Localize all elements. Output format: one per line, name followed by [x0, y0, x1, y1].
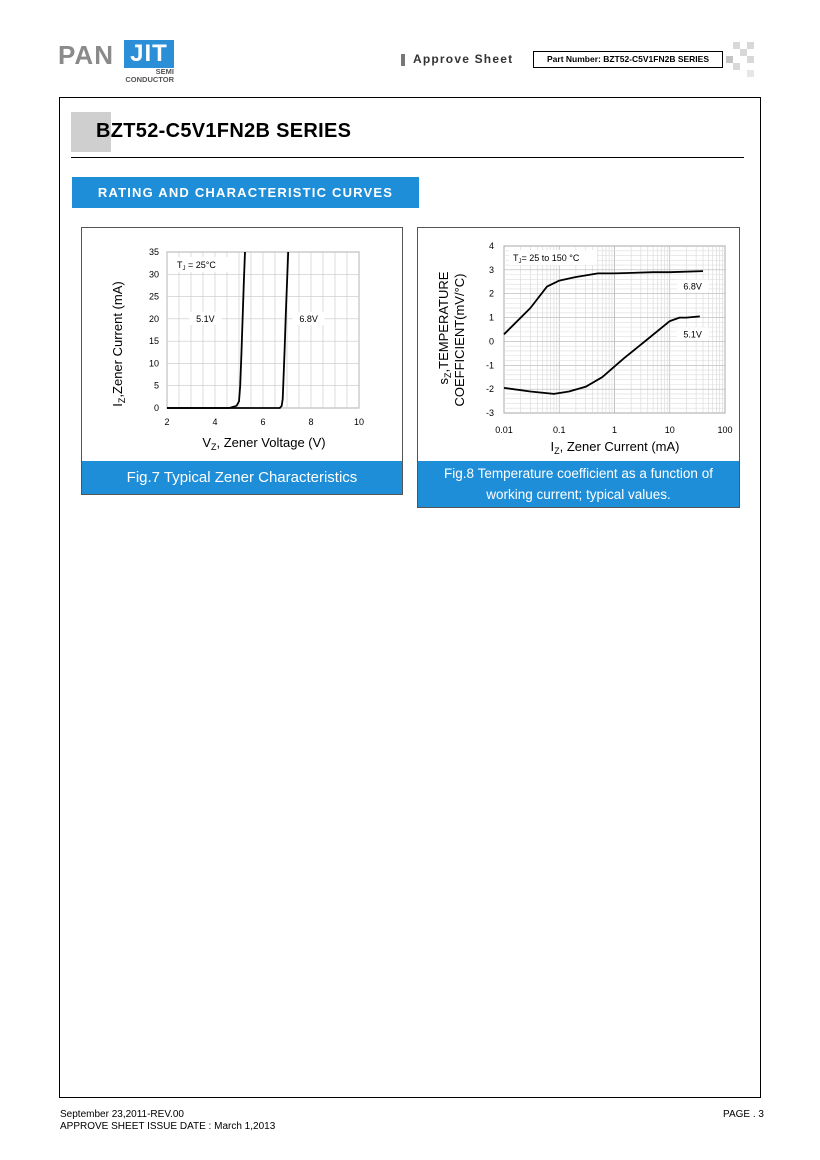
fig7-x-tick-label: 6	[260, 417, 266, 427]
fig8-caption-line2: working current; typical values.	[486, 487, 671, 502]
fig8-chart	[418, 228, 739, 460]
fig7-x-tick-label: 10	[353, 417, 365, 427]
logo-semi-line1: SEMI	[155, 67, 174, 76]
fig8-x-axis-label: $I_Z$, Zener Current (mA)	[550, 439, 680, 456]
fig7-series-label: 5.1V	[196, 313, 215, 324]
logo-jit-text: JIT	[124, 40, 174, 68]
svg-text:TJ= 25 to 150 °C: $T_J= 25$ to 150 °C	[513, 253, 580, 265]
fig7-x-tick-label: 8	[308, 417, 314, 427]
title-divider	[71, 157, 744, 158]
footer-page-number: PAGE . 3	[723, 1109, 764, 1120]
fig7-y-tick-label: 0	[153, 403, 159, 413]
fig8-x-tick-label: 10	[664, 425, 675, 435]
fig7-panel	[81, 227, 403, 495]
fig7-x-tick-label: 2	[164, 417, 170, 427]
fig8-series-line-51v	[504, 316, 700, 394]
fig8-y-tick-label: 3	[488, 264, 494, 275]
fig8-x-tick-label: 1	[611, 425, 618, 435]
fig7-y-tick-label: 15	[148, 336, 159, 347]
fig8-caption-line1: Fig.8 Temperature coefficient as a function of	[444, 466, 713, 481]
part-number-box: Part Number: BZT52-C5V1FN2B SERIES	[533, 51, 723, 68]
fig8-caption	[418, 461, 739, 507]
fig7-annotation	[173, 257, 233, 272]
fig8-y-tick-label: -3	[485, 408, 494, 418]
fig8-x-tick-label: 100	[717, 425, 733, 435]
fig8-annotation	[509, 250, 597, 265]
approve-bar-icon	[401, 54, 405, 66]
fig8-series-line-68v	[504, 271, 703, 334]
fig7-x-tick-label: 4	[212, 417, 218, 427]
logo-pan-text: PAN	[58, 40, 114, 70]
fig7-y-tick-label: 5	[153, 380, 159, 391]
svg-text:TJ = 25°C: $T_J = 25^\circ C$	[177, 260, 216, 272]
fig7-y-axis-label: $I_Z,Zener$ Current (mA)	[110, 281, 127, 407]
fig8-series-label: 5.1V	[683, 329, 702, 340]
footer-issue-date: APPROVE SHEET ISSUE DATE : March 1,2013	[60, 1121, 276, 1132]
footer-left	[60, 1109, 275, 1133]
fig8-series-label: 6.8V	[683, 281, 702, 292]
section-banner: RATING AND CHARACTERISTIC CURVES	[72, 177, 419, 208]
approve-sheet-label: Approve Sheet	[413, 52, 514, 66]
fig7-y-tick-label: 20	[148, 313, 159, 324]
fig8-y-tick-label: -2	[485, 384, 494, 395]
fig8-y-axis-label-line2: COEFFICIENT(mV/°C)	[452, 273, 467, 407]
fig8-y-axis-label-line1: $s_Z,TEMPERATURE$	[436, 271, 453, 385]
footer-date-rev: September 23,2011-REV.00	[60, 1109, 184, 1120]
fig8-y-tick-label: 2	[488, 288, 494, 299]
fig8-panel	[417, 227, 740, 508]
fig8-y-tick-label: -1	[485, 360, 494, 371]
page-title: BZT52-C5V1FN2B SERIES	[96, 120, 352, 142]
fig7-series-label: 6.8V	[299, 313, 318, 324]
fig8-x-tick-label: 0.1	[552, 425, 566, 435]
fig7-series-line-68v	[167, 252, 288, 408]
fig8-y-tick-label: 1	[488, 312, 494, 323]
fig7-y-tick-label: 10	[148, 358, 159, 369]
fig8-x-tick-label: 0.01	[495, 425, 513, 435]
fig8-y-tick-label: 0	[488, 336, 494, 347]
fig7-x-axis-label: $V_Z$, Zener Voltage (V)	[202, 435, 326, 452]
fig7-y-tick-label: 30	[148, 269, 159, 280]
fig7-y-tick-label: 25	[148, 291, 159, 302]
logo-semi-line2: CONDUCTOR	[125, 75, 174, 84]
fig7-y-tick-label: 35	[148, 247, 159, 257]
fig8-y-tick-label: 4	[488, 241, 494, 251]
fig7-chart	[82, 228, 402, 460]
fig7-caption: Fig.7 Typical Zener Characteristics	[82, 461, 402, 494]
logo-semiconductor-text	[100, 68, 174, 84]
